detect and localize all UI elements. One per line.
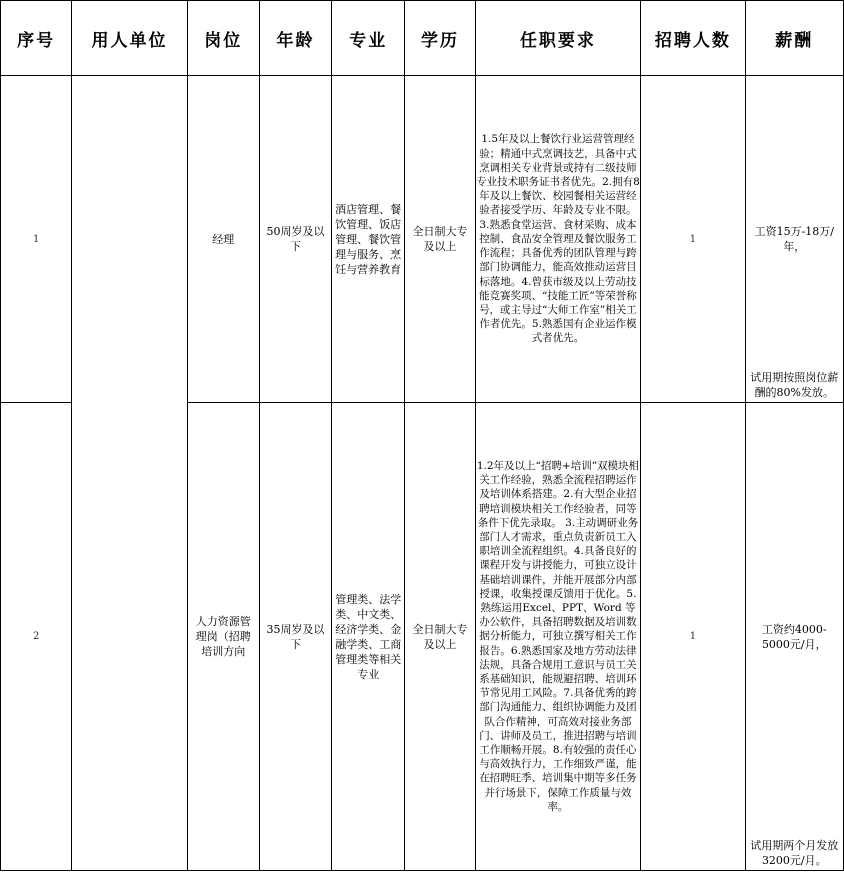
cell-post [187,403,259,871]
table-header [1,1,844,76]
cell-requirements [475,76,641,403]
salary-note: 试用期按照岗位薪酬的80%发放。 [750,371,839,399]
table-body [1,76,844,871]
header-count: 招聘人数 [641,1,745,76]
cell-age [259,76,331,403]
age-text: 35周岁及以下 [266,622,325,651]
header-major: 专业 [332,1,405,76]
major-text: 管理类、法学类、中文类、经济学类、金融学类、工商管理类等相关专业 [335,592,402,681]
requirements-text: 1.2年及以上“招聘+培训”双模块相关工作经验，熟悉全流程招聘运作及培训体系搭建。2.有大型企业招聘培训模块相关工作经验者，同等条件下优先录取。 3.主动调研业务部门人才需求，重点负责新员工入职培训全流程组织。4.具备良好的课程开发与讲授能力，可独立设计基础培训课件，并能开展部分内部授课，收集授课反馈用于优化。5.熟练运用Excel、PPT、Word 等办公软件，具备招聘数据及培训数据分析能力，可独立撰写相关工作报告。6.熟悉国家及地方劳动法律法规，具备合规用工意识与员工关系基础知识，能规避招聘、培训环节常见用工风险。7.具备优秀的跨部门沟通能力、组织协调能力及团队合作精神，可高效对接业务部门、讲师及员工，推进招聘与培训工作顺畅开展。8.有较强的责任心与高效执行力，工作细致严谨，能在招聘旺季、培训集中期等多任务并行场景下，保障工作质量与效率。 [476,459,640,813]
post-text: 人力资源管理岗（招聘培训方向 [195,615,251,658]
header-education: 学历 [405,1,475,76]
education-text: 全日制大专及以上 [412,622,468,651]
header-requirements: 任职要求 [475,1,641,76]
cell-salary [745,76,843,403]
cell-education [405,76,475,403]
header-unit: 用人单位 [72,1,187,76]
salary-note: 试用期两个月发放3200元/月。 [750,839,839,867]
cell-count: 1 [641,76,745,403]
cell-major [332,403,405,871]
header-row [1,1,844,76]
cell-seq: 2 [1,403,72,871]
education-text: 全日制大专及以上 [412,225,468,253]
cell-seq: 1 [1,76,72,403]
cell-major [332,76,405,403]
post-text: 经理 [212,232,235,246]
salary-text: 工资15万-18万/年， [754,225,834,253]
cell-education [405,403,475,871]
cell-unit [72,76,187,871]
cell-post [187,76,259,403]
cell-requirements [475,403,641,871]
cell-salary [745,403,843,871]
header-salary: 薪酬 [745,1,843,76]
requirements-text: 1.5年及以上餐饮行业运营管理经验；精通中式烹调技艺，具备中式烹调相关专业背景或持有二级技师专业技术职务证书者优先。2.拥有8年及以上餐饮、校园餐相关运营经验者接受学历、年龄及专业不限。3.熟悉食堂运营、食材采购、成本控制、食品安全管理及餐饮服务工作流程；具备优秀的团队管理与跨部门协调能力，能高效推动运营目标落地。4.曾获市级及以上劳动技能竞赛奖项、“技能工匠”等荣誉称号，或主导过“大师工作室”相关工作者优先。5.熟悉国有企业运作模式者优先。 [476,133,640,345]
salary-text: 工资约4000-5000元/月， [761,622,827,651]
age-text: 50周岁及以下 [266,225,325,253]
header-age: 年龄 [259,1,331,76]
table-row [1,76,844,403]
cell-age [259,403,331,871]
header-post: 岗位 [187,1,259,76]
major-text: 酒店管理、餐饮管理、饭店管理、餐饮管理与服务、烹饪与营养教育 [335,202,402,276]
cell-count: 1 [641,403,745,871]
header-seq: 序号 [1,1,72,76]
